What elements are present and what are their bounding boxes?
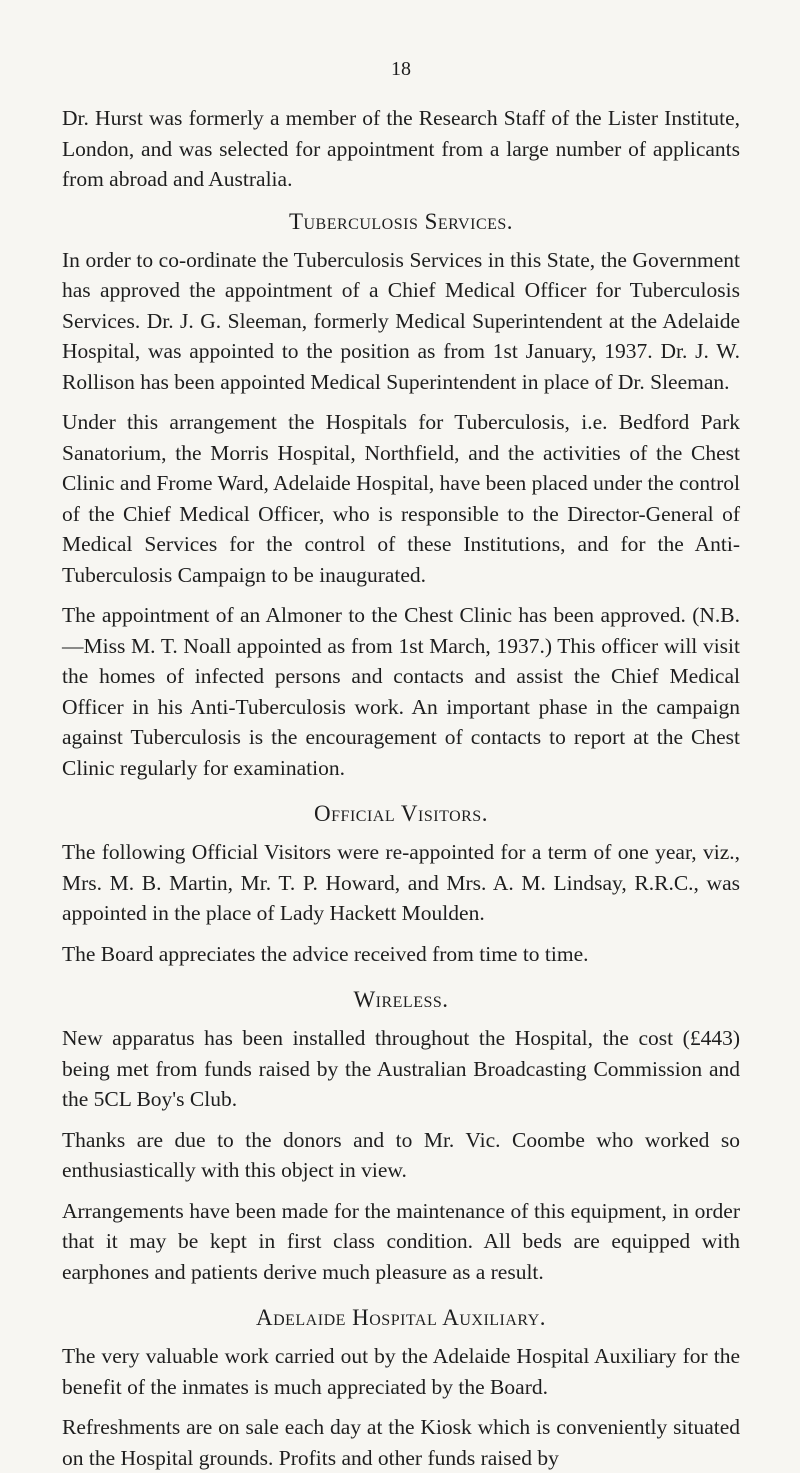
- intro-paragraph: Dr. Hurst was formerly a member of the Research Staff of the Lister Institute, London, and was selected for appointment from a large number of applicants from abroad and Australia.: [62, 106, 740, 191]
- wireless-paragraph-3: Arrangements have been made for the maintenance of this equipment, in order that it may be kept in first class condition. All beds are equipped with earphones and patients derive much pleasure as a result.: [62, 1198, 740, 1284]
- tuberculosis-paragraph-2: Under this arrangement the Hospitals for Tuberculosis, i.e. Bedford Park Sanatorium, the Morris Hospital, Northfield, and the activities of the Chest Clinic and Frome Ward, Adelaide Hospital, have been placed under the control of the Chief Medical Officer, who is responsible to the Director-General of Medical Services for the control of these Institutions, and for the Anti-Tuberculosis Campaign to be inaugurated.: [62, 410, 740, 587]
- wireless-paragraph-1: New apparatus has been installed throughout the Hospital, the cost (£443) being met from funds raised by the Australian Broadcasting Commission and the 5CL Boy's Club.: [62, 1026, 740, 1111]
- visitors-paragraph-2: The Board appreciates the advice received from time to time.: [62, 941, 589, 966]
- section-heading-official-visitors: Official Visitors.: [314, 801, 488, 826]
- auxiliary-paragraph-1: The very valuable work carried out by the Adelaide Hospital Auxiliary for the benefit of the inmates is much appreciated by the Board.: [62, 1344, 740, 1399]
- tuberculosis-paragraph-1: In order to co-ordinate the Tuberculosis Services in this State, the Government has approved the appointment of a Chief Medical Officer for Tuberculosis Services. Dr. J. G. Sleeman, formerly Medical Superintendent at the Adelaide Hospital, was appointed to the position as from 1st January, 1937. Dr. J. W. Rollison has been appointed Medical Superintendent in place of Dr. Sleeman.: [62, 247, 740, 394]
- page-number: 18: [391, 58, 411, 80]
- tuberculosis-paragraph-3: The appointment of an Almoner to the Chest Clinic has been approved. (N.B.—Miss M. T. Noall appointed as from 1st March, 1937.) This officer will visit the homes of infected persons and contacts and assist the Chief Medical Officer in his Anti-Tuberculosis work. An important phase in the campaign against Tuberculosis is the encouragement of contacts to report at the Chest Clinic regularly for examination.: [62, 603, 740, 780]
- section-heading-wireless: Wireless.: [353, 987, 449, 1012]
- auxiliary-paragraph-2: Refreshments are on sale each day at the Kiosk which is conveniently situated on the Hospital grounds. Profits and other funds raised by: [62, 1415, 740, 1470]
- section-heading-tuberculosis: Tuberculosis Services.: [288, 208, 514, 234]
- section-heading-hospital-auxiliary: Adelaide Hospital Auxiliary.: [255, 1305, 547, 1330]
- wireless-paragraph-2: Thanks are due to the donors and to Mr. Vic. Coombe who worked so enthusiastically with this object in view.: [62, 1127, 740, 1182]
- visitors-paragraph-1: The following Official Visitors were re-appointed for a term of one year, viz., Mrs. M. B. Martin, Mr. T. P. Howard, and Mrs. A. M. Lindsay, R.R.C., was appointed in the place of Lady Hackett Moulden.: [62, 840, 740, 925]
